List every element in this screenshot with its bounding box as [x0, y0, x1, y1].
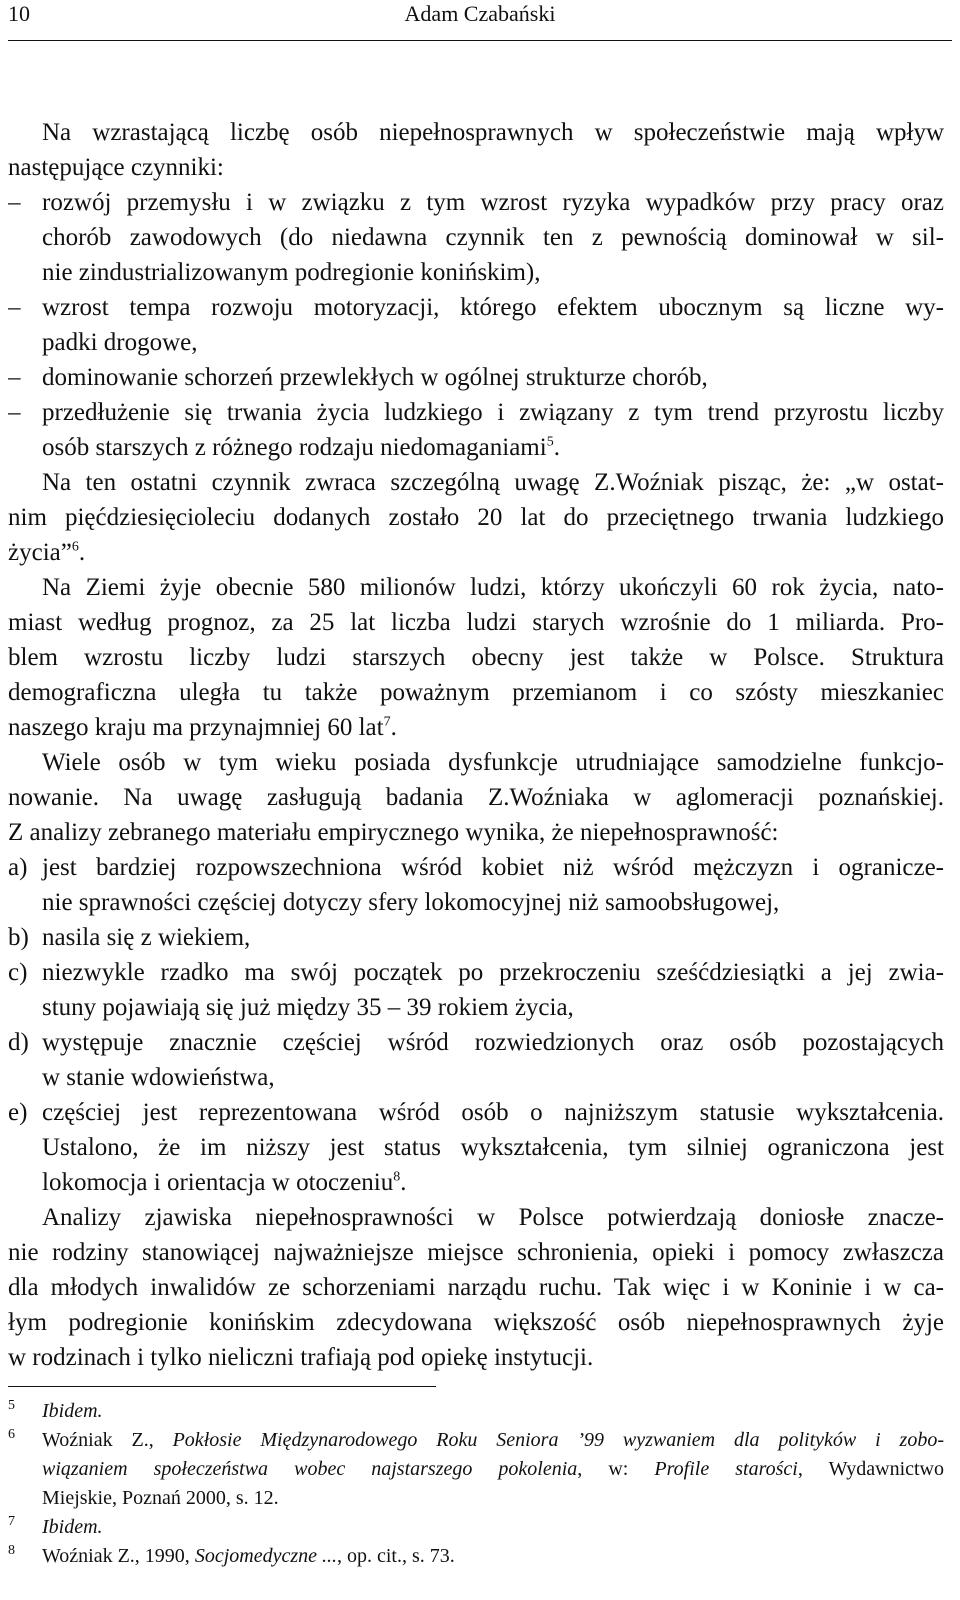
text-line: w rodzinach i tylko nieliczni trafiają pod opiekę instytucji.: [8, 1344, 594, 1371]
list-marker: d): [8, 1029, 29, 1056]
text-line: Wiele osób w tym wieku posiada dysfunkcje utrudniające samodzielne funkcjo-: [42, 749, 944, 776]
list-marker: e): [8, 1099, 28, 1126]
text-line: Ustalono, że im niższy jest status wykształcenia, tym silniej ograniczona jest: [42, 1134, 944, 1161]
footnote-number: 6: [8, 1427, 15, 1442]
footnote-source-title: Profile starości: [654, 1458, 798, 1480]
text-line: łym podregionie konińskim zdecydowana większość osób niepełnosprawnych żyje: [8, 1309, 944, 1336]
list-marker: c): [8, 959, 28, 986]
text-line: wzrost tempa rozwoju motoryzacji, którego efektem ubocznym są liczne wy-: [42, 294, 944, 321]
footnote-separator: [8, 1386, 436, 1387]
text-line: [8, 1165, 944, 1200]
alpha-list-item-e: [8, 1095, 944, 1130]
running-head-author: Adam Czabański: [404, 1, 556, 26]
running-header: [8, 0, 952, 41]
text-span: .: [78, 539, 86, 566]
text-span: .: [390, 714, 397, 741]
text-span: lokomocja i orientacja w otoczeniu: [42, 1169, 394, 1196]
footnote-author: Woźniak Z.,: [42, 1429, 173, 1451]
text-line: częściej jest reprezentowana wśród osób o najniższym statusie wykształcenia.: [42, 1099, 944, 1126]
footnote-8: [8, 1542, 944, 1571]
text-line: Analizy zjawiska niepełnosprawności w Polsce potwierdzają doniosłe znacze-: [42, 1204, 944, 1231]
text-line: chorób zawodowych (do niedawna czynnik ten z pewnością dominował w sil-: [42, 224, 944, 251]
text-line: niezwykle rzadko ma swój początek po przekroczeniu sześćdziesiątki a jej zwia-: [42, 959, 944, 986]
footnote-number: 8: [8, 1543, 15, 1558]
dash-marker: –: [8, 399, 21, 426]
footnote-5: [8, 1397, 944, 1426]
footnote-title: Pokłosie Międzynarodowego Roku Seniora ’99 wyzwaniem dla polityków i zobo-: [172, 1429, 944, 1451]
dash-list-item: [8, 290, 944, 325]
list-marker: b): [8, 924, 29, 951]
dash-list-item: [8, 395, 944, 430]
text-line: stuny pojawiają się już między 35 – 39 rokiem życia,: [42, 994, 574, 1021]
alpha-list-item-d: [8, 1025, 944, 1060]
dash-marker: –: [8, 364, 21, 391]
text-span: naszego kraju ma przynajmniej 60 lat: [8, 714, 384, 741]
footnote-author: Woźniak Z., 1990,: [42, 1545, 195, 1567]
text-line: miast według prognoz, za 25 lat liczba ludzi starych wzrośnie do 1 miliarda. Pro-: [8, 609, 944, 636]
alpha-list-item-a: [8, 850, 944, 885]
text-line: następujące czynniki:: [8, 154, 224, 181]
footnote-text: , op. cit., s. 73.: [336, 1545, 455, 1567]
text-line: w stanie wdowieństwa,: [42, 1064, 275, 1091]
text-span: .: [400, 1169, 407, 1196]
footnote-text: , Wydawnictwo: [797, 1458, 944, 1480]
footnote-title: Socjomedyczne ...: [194, 1545, 337, 1567]
text-line: nie zindustrializowanym podregionie konińskim),: [42, 259, 541, 286]
text-line: nie sprawności częściej dotyczy sfery lokomocyjnej niż samoobsługowej,: [42, 889, 780, 916]
alpha-list-item-b: [8, 920, 944, 955]
footnote-title: wiązaniem społeczeństwa wobec najstarszego pokolenia: [42, 1458, 578, 1480]
text-line: padki drogowe,: [42, 329, 198, 356]
text-line: Na ten ostatni czynnik zwraca szczególną uwagę Z.Woźniak pisząc, że: „w ostat-: [42, 469, 944, 496]
footnote-text: Ibidem.: [42, 1516, 103, 1538]
text-line: rozwój przemysłu i w związku z tym wzrost ryzyka wypadków przy pracy oraz: [42, 189, 944, 216]
footnote-ref-8[interactable]: 8: [393, 1169, 401, 1185]
footnote-7: [8, 1513, 944, 1542]
dash-list-item: [8, 185, 944, 220]
text-line: demograficzna uległa tu także poważnym przemianom i co szósty mieszkaniec: [8, 679, 944, 706]
text-line: [8, 535, 944, 570]
footnotes: [8, 1397, 944, 1571]
list-marker: a): [8, 854, 28, 881]
footnote-ref-7[interactable]: 7: [383, 714, 391, 730]
text-line: nie rodziny stanowiącej najważniejsze miejsce schronienia, opieki i pomocy zwłaszcza: [8, 1239, 944, 1266]
text-span: osób starszych z różnego rodzaju niedomaganiami: [42, 434, 547, 461]
text-line: nasila się z wiekiem,: [42, 924, 251, 951]
footnote-text: , w:: [577, 1458, 655, 1480]
text-line: dla młodych inwalidów ze schorzeniami narządu ruchu. Tak więc i w Koninie i w ca-: [8, 1274, 944, 1301]
text-span: .: [553, 434, 560, 461]
footnote-6: [8, 1426, 944, 1513]
footnote-ref-6[interactable]: 6: [71, 539, 79, 555]
text-line: [8, 430, 944, 465]
text-line: nowanie. Na uwagę zasługują badania Z.Woźniaka w aglomeracji poznańskiej.: [8, 784, 944, 811]
alpha-list-item-c: [8, 955, 944, 990]
footnote-number: 5: [8, 1398, 15, 1413]
dash-marker: –: [8, 294, 21, 321]
text-line: Na wzrastającą liczbę osób niepełnosprawnych w społeczeństwie mają wpływ: [42, 119, 944, 146]
text-line: nim pięćdziesięcioleciu dodanych zostało 20 lat do przeciętnego trwania ludzkiego: [8, 504, 944, 531]
dash-list-item: [8, 360, 944, 395]
text-line: Z analizy zebranego materiału empirycznego wynika, że niepełnosprawność:: [8, 819, 779, 846]
footnote-number: 7: [8, 1514, 15, 1529]
text-line: Na Ziemi żyje obecnie 580 milionów ludzi, którzy ukończyli 60 rok życia, nato-: [42, 574, 944, 601]
footnote-text: Miejskie, Poznań 2000, s. 12.: [42, 1487, 279, 1509]
text-line: blem wzrostu liczby ludzi starszych obecny jest także w Polsce. Struktura: [8, 644, 944, 671]
text-line: [8, 710, 944, 745]
page-number: 10: [8, 1, 30, 26]
text-line: przedłużenie się trwania życia ludzkiego i związany z tym trend przyrostu liczby: [42, 399, 944, 426]
text-line: występuje znacznie częściej wśród rozwiedzionych oraz osób pozostających: [42, 1029, 944, 1056]
main-text: [8, 115, 944, 1375]
text-span: życia”: [8, 539, 72, 566]
footnote-ref-5[interactable]: 5: [546, 434, 554, 450]
footnote-text: Ibidem.: [42, 1400, 103, 1422]
text-line: jest bardziej rozpowszechniona wśród kobiet niż wśród mężczyzn i ogranicze-: [42, 854, 944, 881]
dash-marker: –: [8, 189, 21, 216]
text-line: dominowanie schorzeń przewlekłych w ogólnej strukturze chorób,: [42, 364, 708, 391]
